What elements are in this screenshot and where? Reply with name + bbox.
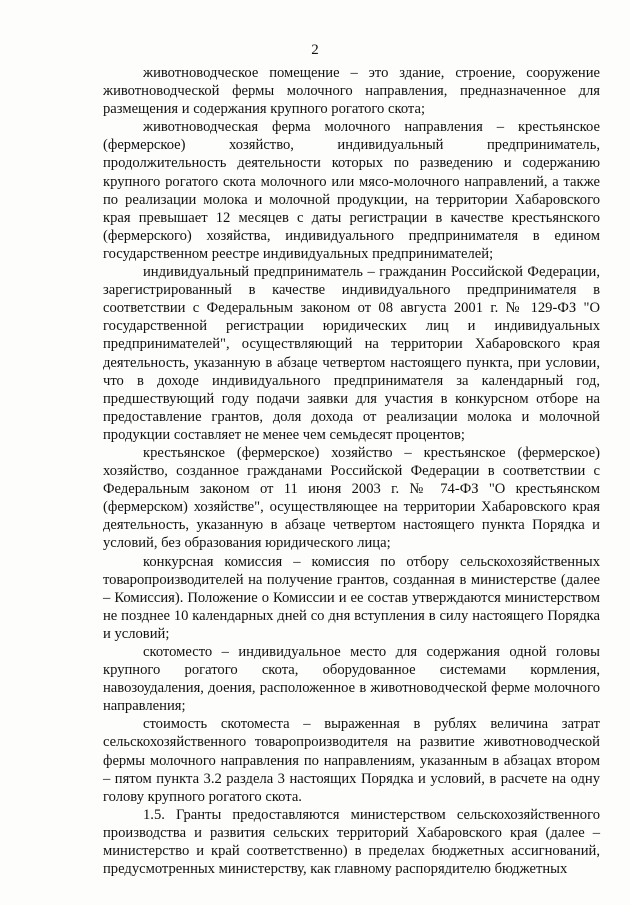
paragraph-grants-clause: 1.5. Гранты предоставляются министерством сельскохозяйственного производства и развития сельских территорий Хабаровского края (далее – министерство и край соответственно) в пределах бюджетных ассигнований, предусмотренных министерству, как главному распорядителю бюджетных [103,806,600,878]
paragraph-dairy-farm: животноводческая ферма молочного направления – крестьянское (фермерское) хозяйство, индивидуальный предприниматель, продолжительность деятельности которых по разведению и содержанию крупного рогатого скота молочного или мясо-молочного направлений, а также по реализации молока и молочной продукции, на территории Хабаровского края превышает 12 месяцев с даты регистрации в качестве крестьянского (фермерского) хозяйства, индивидуального предпринимателя в едином государственном реестре индивидуальных предпринимателей; [103,119,600,262]
document-body [103,64,600,878]
paragraph-livestock-building: животноводческое помещение – это здание, строение, сооружение животноводческой фермы молочного направления, предназначенное для размещения и содержания крупного рогатого скота; [103,65,600,118]
paragraph-competition-commission: конкурсная комиссия – комиссия по отбору сельскохозяйственных товаропроизводителей на получение грантов, созданная в министерстве (далее – Комиссия). Положение о Комиссии и ее состав утверждаются министерством не позднее 10 календарных дней со дня вступления в силу настоящего Порядка и условий; [103,553,600,642]
page-number: 2 [311,42,319,58]
paragraph-cattle-place: скотоместо – индивидуальное место для содержания одной головы крупного рогатого скота, оборудованное системами кормления, навозоудаления, доения, расположенное в животноводческой ферме молочного направления; [103,644,600,715]
paragraph-peasant-farm: крестьянское (фермерское) хозяйство – крестьянское (фермерское) хозяйство, созданное гражданами Российской Федерации в соответствии с Федеральным законом от 11 июня 2003 г. № 74-ФЗ "О крестьянском (фермерском) хозяйстве", осуществляющее на территории Хабаровского края деятельность, указанную в абзаце четвертом настоящего пункта Порядка и условий, без образования юридического лица; [103,444,600,552]
paragraph-cattle-place-cost: стоимость скотоместа – выраженная в рублях величина затрат сельскохозяйственного товаропроизводителя на развитие животноводческой фермы молочного направления по направлениям, указанным в абзацах втором – пятом пункта 3.2 раздела 3 настоящих Порядка и условий, в расчете на одну голову крупного рогатого скота. [103,716,600,805]
paragraph-individual-entrepreneur: индивидуальный предприниматель – гражданин Российской Федерации, зарегистрированный в качестве индивидуального предпринимателя в соответствии с Федеральным законом от 08 августа 2001 г. № 129-ФЗ "О государственной регистрации юридических лиц и индивидуальных предпринимателей", осуществляющий на территории Хабаровского края деятельность, указанную в абзаце четвертом настоящего пункта, при условии, что в доходе индивидуального предпринимателя за календарный год, предшествующий году подачи заявки для участия в конкурсном отборе на предоставление грантов, доля дохода от реализации молока и молочной продукции составляет не менее чем семьдесят процентов; [103,264,600,443]
